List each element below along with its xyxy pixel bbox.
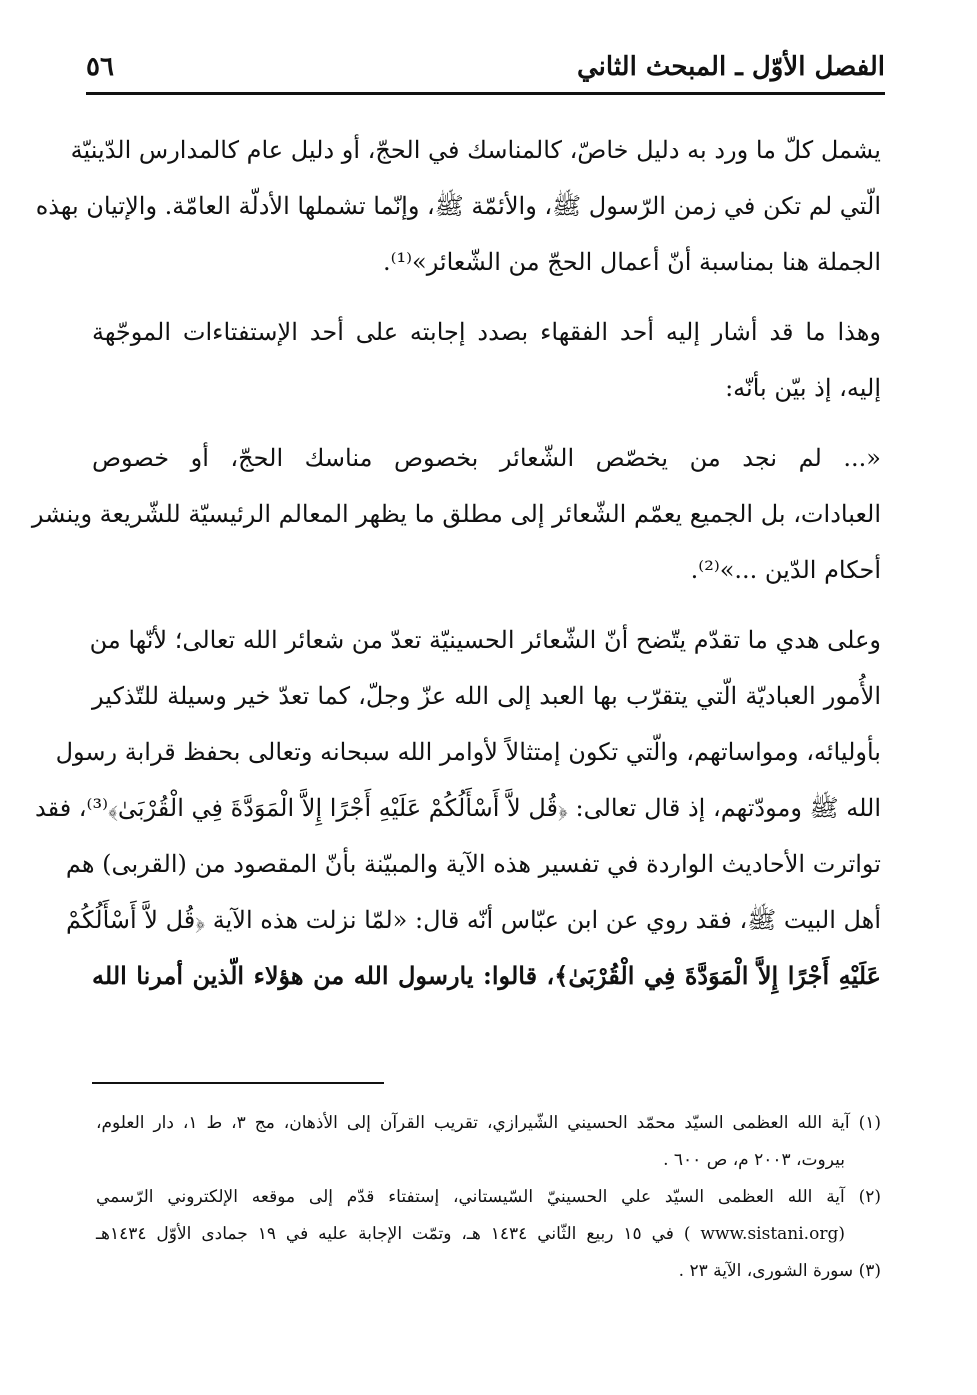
page-header	[86, 52, 885, 95]
text-line: الأُمور العباديّة الّتي يتقرّب بها العبد إلى الله عزّ وجلّ، كما تعدّ خير وسيلة للتّذكير	[92, 682, 881, 710]
footnote-line: (www.sistani.org ) في ١٥ ربيع الثّاني ١٤٣٤ هـ، وتمّت الإجابة عليه في ١٩ جمادى الأوّل ١٤٣٤هـ	[96, 1224, 845, 1244]
text-line: أهل البيت ﷺ، فقد روي عن ابن عبّاس أنّه قال: «لمّا نزلت هذه الآية ﴿قُل لاَّ أَسْأَلُكُمْ	[66, 906, 881, 934]
text-line: الله ﷺ ومودّتهم، إذ قال تعالى: ﴿قُل لاَّ أَسْأَلُكُمْ عَلَيْهِ أَجْرًا إِلاَّ الْمَوَدَّةَ فِي الْقُرْبَىٰ﴾⁽³⁾، فقد	[34, 794, 881, 822]
page-number: ٥٦	[86, 52, 114, 82]
text-line: الّتي لم تكن في زمن الرّسول ﷺ، والأئمّة ﷺ، وإنّما تشملها الأدلّة العامّة. والإتيان بهذه	[35, 192, 881, 220]
text-line: وهذا ما قد أشار إليه أحد الفقهاء بصدد إجابته على أحد الإستفتاءات الموجّهة	[92, 318, 881, 346]
footnote-line: (١) آية الله العظمى السيّد محمّد الحسيني الشّيرازي، تقريب القرآن إلى الأذهان، مج ٣، ط ١، دار العلوم،	[96, 1113, 881, 1133]
footnote-separator	[92, 1082, 384, 1084]
main-text	[31, 122, 881, 1004]
text-line: إليه، إذ بيّن بأنّه:	[725, 374, 881, 402]
text-line: تواترت الأحاديث الواردة في تفسير هذه الآية والمبيّنة بأنّ المقصود من (القربى) هم	[65, 850, 881, 878]
text-line: يشمل كلّ ما ورد به دليل خاصّ، كالمناسك في الحجّ، أو دليل عام كالمدارس الدّينيّة	[70, 136, 881, 164]
text-line: وعلى هدي ما تقدّم يتّضح أنّ الشّعائر الحسينيّة تعدّ من شعائر الله تعالى؛ لأنّها من	[89, 626, 881, 654]
quote-line: العبادات، بل الجميع يعمّم الشّعائر إلى مطلق ما يظهر المعالم الرئيسيّة للشّريعة وينشر	[31, 500, 881, 528]
quote-line: أحكام الدّين ...»⁽²⁾.	[690, 556, 881, 584]
text-line: بأوليائه، ومواساتهم، والّتي تكون إمتثالاً لأوامر الله سبحانه وتعالى بحفظ قرابة رسول	[55, 738, 881, 766]
footnote-line: بيروت، ٢٠٠٣ م، ص ٦٠٠ .	[663, 1150, 845, 1170]
footnote-line: (٢) آية الله العظمى السيّد علي الحسينيّ السّيستاني، إستفتاء قدّم إلى موقعه الإلكتروني الرّسمي	[96, 1187, 881, 1207]
text-line: الجملة هنا بمناسبة أنّ أعمال الحجّ من الشّعائر»⁽¹⁾.	[382, 248, 881, 276]
text-line: عَلَيْهِ أَجْرًا إِلاَّ الْمَوَدَّةَ فِي الْقُرْبَىٰ﴾، قالوا: يارسول الله من هؤلاء الّذين أمرنا الله	[92, 961, 881, 990]
quote-line: «... لم نجد من يخصّص الشّعائر بخصوص مناسك الحجّ، أو خصوص	[92, 444, 881, 472]
footnote-line: (٣) سورة الشورى، الآية ٢٣ .	[678, 1261, 881, 1281]
footnotes	[96, 1105, 881, 1290]
chapter-title: الفصل الأوّل ـ المبحث الثاني	[576, 52, 885, 82]
